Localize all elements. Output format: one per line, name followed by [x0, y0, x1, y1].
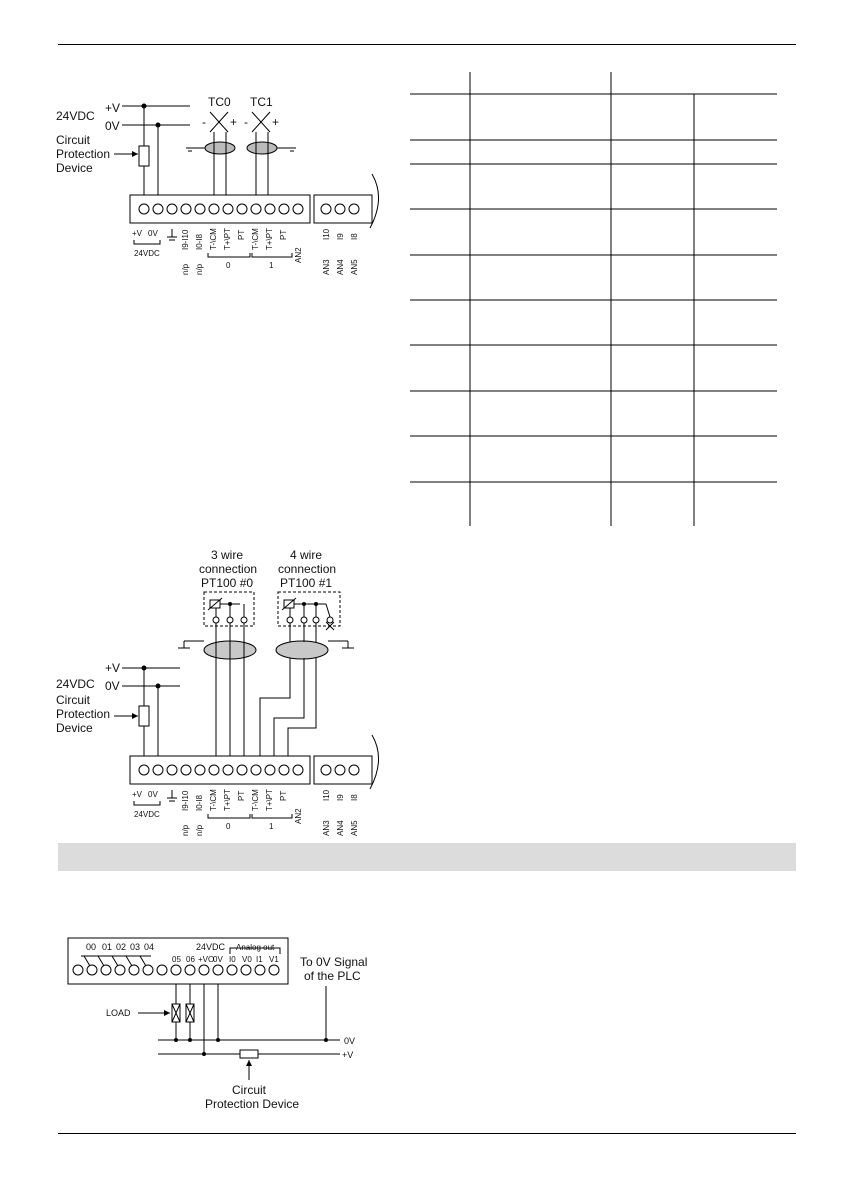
svg-text:I0-I8: I0-I8	[195, 233, 204, 250]
svg-text:T-\CM: T-\CM	[209, 228, 218, 250]
svg-text:AN5: AN5	[350, 820, 359, 836]
svg-text:24VDC: 24VDC	[56, 677, 95, 691]
terminal-screws	[73, 965, 279, 975]
svg-text:connection: connection	[278, 562, 337, 576]
svg-text:+V: +V	[342, 1050, 354, 1060]
thermocouple-wiring-diagram	[50, 88, 390, 288]
svg-text:T+\PT: T+\PT	[265, 227, 274, 250]
svg-text:n/p: n/p	[195, 824, 204, 836]
svg-text:0: 0	[226, 822, 231, 831]
svg-text:00: 00	[86, 942, 97, 952]
supply-label: 24VDC	[56, 109, 95, 123]
svg-text:0V: 0V	[148, 790, 158, 799]
svg-text:T+\PT: T+\PT	[265, 788, 274, 811]
svg-text:24VDC: 24VDC	[134, 249, 160, 258]
ground-icon	[167, 229, 177, 240]
svg-text:PT100 #1: PT100 #1	[280, 576, 333, 590]
svg-text:I9: I9	[336, 794, 345, 801]
svg-text:n/p: n/p	[195, 263, 204, 275]
svg-text:T+\PT: T+\PT	[223, 227, 232, 250]
svg-text:I9-I10: I9-I10	[181, 229, 190, 250]
ground-icon	[167, 790, 177, 801]
svg-text:I8: I8	[350, 233, 359, 240]
svg-text:+: +	[272, 115, 280, 129]
zero-v-label: 0V	[105, 119, 120, 133]
svg-text:To 0V Signal: To 0V Signal	[300, 955, 368, 969]
device-label-2: Protection	[56, 147, 111, 161]
svg-text:1: 1	[269, 261, 274, 270]
header-rule	[58, 44, 796, 45]
svg-text:AN4: AN4	[336, 259, 345, 275]
cable-shield	[247, 142, 277, 154]
svg-text:Device: Device	[56, 721, 93, 735]
svg-text:+V: +V	[105, 661, 121, 675]
svg-text:I1: I1	[256, 955, 263, 964]
svg-text:I10: I10	[322, 789, 331, 801]
svg-text:connection: connection	[199, 562, 258, 576]
plus-v-label: +V	[105, 101, 121, 115]
svg-text:T-\CM: T-\CM	[251, 789, 260, 811]
section-heading-band	[58, 843, 796, 871]
svg-text:n/p: n/p	[181, 263, 190, 275]
svg-text:06: 06	[186, 955, 195, 964]
svg-text:LOAD: LOAD	[106, 1008, 131, 1018]
svg-text:T-\CM: T-\CM	[209, 789, 218, 811]
svg-text:0V: 0V	[105, 679, 120, 693]
svg-text:Circuit: Circuit	[56, 693, 91, 707]
svg-text:of the PLC: of the PLC	[304, 969, 361, 983]
svg-text:V1: V1	[269, 955, 279, 964]
svg-text:AN5: AN5	[350, 259, 359, 275]
svg-text:I9: I9	[336, 233, 345, 240]
svg-text:02: 02	[116, 942, 127, 952]
svg-text:03: 03	[130, 942, 141, 952]
cable-shield	[276, 641, 328, 659]
svg-text:I10: I10	[322, 228, 331, 240]
svg-text:I0: I0	[229, 955, 236, 964]
svg-text:AN3: AN3	[322, 259, 331, 275]
pt100-wiring-diagram	[50, 548, 390, 843]
svg-text:05: 05	[172, 955, 181, 964]
svg-text:n/p: n/p	[181, 824, 190, 836]
svg-text:-: -	[202, 115, 206, 129]
svg-text:PT: PT	[237, 790, 246, 801]
output-wiring-diagram	[60, 930, 390, 1115]
svg-text:+V: +V	[132, 229, 143, 238]
device-label-3: Device	[56, 161, 93, 175]
svg-text:4 wire: 4 wire	[290, 548, 323, 562]
svg-text:0V: 0V	[213, 955, 223, 964]
svg-text:T-\CM: T-\CM	[251, 228, 260, 250]
svg-text:PT: PT	[279, 790, 288, 801]
tc1-label: TC1	[250, 95, 273, 109]
svg-text:PT100 #0: PT100 #0	[201, 576, 254, 590]
specification-table	[410, 72, 777, 526]
svg-text:0V: 0V	[344, 1036, 356, 1046]
svg-text:I9-I10: I9-I10	[181, 790, 190, 811]
svg-text:PT: PT	[279, 229, 288, 240]
svg-text:Protection: Protection	[56, 707, 111, 721]
svg-text:24VDC: 24VDC	[196, 942, 226, 952]
svg-text:T+\PT: T+\PT	[223, 788, 232, 811]
svg-text:AN2: AN2	[294, 808, 303, 824]
svg-text:AN2: AN2	[294, 247, 303, 263]
svg-text:PT: PT	[237, 229, 246, 240]
footer-rule	[58, 1133, 796, 1134]
svg-text:I8: I8	[350, 794, 359, 801]
svg-text:Analog out: Analog out	[236, 943, 275, 952]
svg-text:Protection Device: Protection Device	[205, 1097, 300, 1111]
svg-text:+VO: +VO	[198, 955, 215, 964]
svg-text:Circuit: Circuit	[232, 1083, 267, 1097]
svg-text:AN3: AN3	[322, 820, 331, 836]
svg-text:0: 0	[226, 261, 231, 270]
svg-text:+V: +V	[132, 790, 143, 799]
fuse-symbol	[139, 146, 149, 166]
svg-text:V0: V0	[242, 955, 252, 964]
svg-text:0V: 0V	[148, 229, 158, 238]
fuse-symbol	[240, 1050, 258, 1058]
svg-text:04: 04	[144, 942, 155, 952]
svg-text:AN4: AN4	[336, 820, 345, 836]
svg-text:1: 1	[269, 822, 274, 831]
device-label-1: Circuit	[56, 133, 91, 147]
svg-text:3 wire: 3 wire	[211, 548, 244, 562]
svg-text:01: 01	[102, 942, 113, 952]
svg-text:+: +	[230, 115, 238, 129]
tc0-label: TC0	[208, 95, 231, 109]
svg-text:24VDC: 24VDC	[134, 810, 160, 819]
svg-text:-: -	[244, 115, 248, 129]
fuse-symbol	[139, 706, 149, 726]
svg-text:I0-I8: I0-I8	[195, 794, 204, 811]
cable-shield	[205, 142, 235, 154]
